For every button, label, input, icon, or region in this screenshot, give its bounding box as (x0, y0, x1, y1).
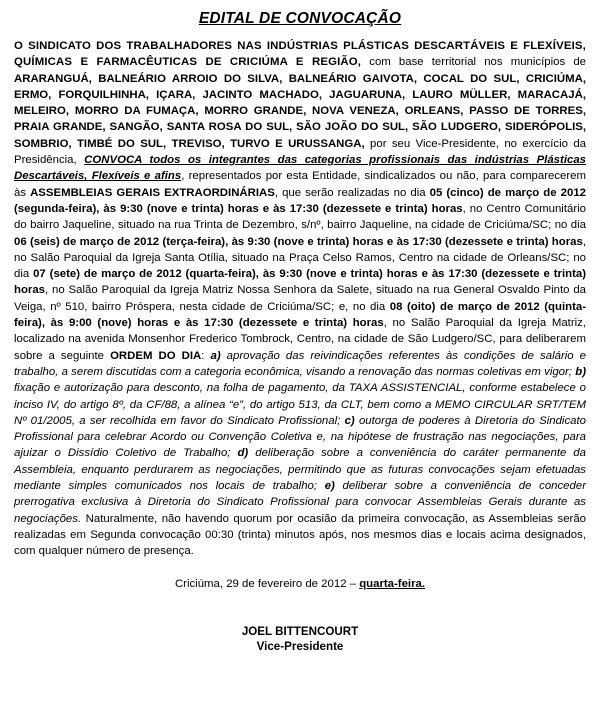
meeting-2-place: , no Salão Paroquial da Igreja Santa Otília, situado na Praça Celso Ramos, Centro na cidade de Orleans/SC; no dia (14, 235, 586, 281)
assembly-name: ASSEMBLEIAS GERAIS EXTRAORDINÁRIAS (30, 186, 275, 199)
quorum-note: Naturalmente, não havendo quorum por ocasião da primeira convocação, as Assembleias serão realizadas em Segunda convocação 00:30 (trinta) minutos após, nos mesmos dias e locais acima designados, com qualquer número de presença. (14, 512, 586, 558)
meeting-4-place: , no Salão Paroquial da Igreja Matriz, localizado na avenida Monsenhor Frederico Tombrock, Centro, na cidade de São Ludgero/SC, para deliberarem sobre a seguinte (14, 317, 587, 362)
agenda-item-b-letter: b) (575, 365, 586, 378)
signature-block (14, 624, 586, 654)
meeting-3-date: 07 (sete) de março de 2012 (quarta-feira), às 9:30 (nove e trinta) horas e às 17:30 (dezessete e trinta) horas (14, 268, 586, 297)
meeting-3-place: , no Salão Paroquial da Igreja Matriz Nossa Senhora da Salete, situado na rua General Osvaldo Pinto da Veiga, nº 510, bairro Próspera, nesta cidade de Criciúma/SC; e, no dia (14, 284, 586, 313)
lead-entity: O SINDICATO DOS TRABALHADORES NAS INDÚSTRIAS PLÁSTICAS DESCARTÁVEIS E FLEXÍVEIS, QUÍMICAS E FARMACÊUTICAS DE CRICIÚMA E REGIÃO, (14, 40, 586, 69)
meeting-1-place: , no Centro Comunitário do bairro Jaqueline, situado na rua Trinta de Dezembro, s/nº, bairro Jaqueline, na cidade de Criciúma/SC; no dia (14, 202, 586, 232)
after-lead-text: com base territorial nos municípios de (361, 56, 587, 69)
agenda-item-c-letter: c) (344, 414, 355, 427)
agenda-item-a-letter: a) (210, 349, 221, 362)
convoca-keyword: CONVOCA (84, 154, 142, 167)
agenda-item-c-text: outorga de poderes à Diretoria do Sindicato Profissional para celebrar Acordo ou Convenção Coletiva e, na hipótese de frustração nas negociações, para ajuizar o Dissídio Coletivo de Trabalho; (14, 414, 586, 460)
after-municipalities-text: por seu Vice-Presidente, no exercício da Presidência, (14, 137, 586, 167)
place-date-prefix: Criciúma, 29 de fevereiro de 2012 – (174, 577, 360, 590)
agenda-colon: : (201, 349, 211, 362)
agenda-item-e-letter: e) (324, 480, 335, 493)
agenda-item-b-text: fixação e autorização para desconto, na folha de pagamento, da TAXA ASSISTENCIAL, conforme estabelece o inciso IV, do artigo 8º, da CF/88, a alínea “e”, do artigo 513, da CLT, bem como a MEMO CIRCULAR SRT/TEM Nº 01/2005, a ser recolhida em favor do Sindicato Profissional; (14, 382, 586, 427)
convoca-rest: todos os integrantes das categorias profissionais das indústrias Plásticas Descartáveis, Flexíveis e afins (14, 154, 586, 183)
page-title: EDITAL DE CONVOCAÇÃO (198, 10, 402, 27)
after-convoca-text: , representados por esta Entidade, sindicalizados ou não, para comparecerem às (14, 170, 586, 199)
document-body (14, 38, 586, 560)
signature-name: JOEL BITTENCOURT (241, 624, 359, 638)
agenda-item-e-text: deliberar sobre a conveniência de conceder prerrogativa exclusiva à Diretoria do Sindicato Profissional para convocar Assembleias Gerais durante as negociações. (14, 480, 586, 525)
place-and-date (14, 578, 586, 590)
agenda-item-d-text: deliberação sobre a conveniência do caráter permanente da Assembleia, enquanto perdurarem as negociações, permitindo que as futuras convocações sejam efetuadas mediante simples comunicados nos locais de trabalho; (14, 447, 586, 493)
agenda-item-d-letter: d) (237, 447, 249, 460)
meeting-2-date: 06 (seis) de março de 2012 (terça-feira), às 9:30 (nove e trinta) horas e às 17:30 (dezessete e trinta) horas (14, 235, 583, 248)
meeting-4-date: 08 (oito) de março de 2012 (quinta-feira), às 9:00 (nove) horas e às 17:30 (dezessete e trinta) horas (14, 300, 586, 330)
agenda-item-a-text: aprovação das reivindicações referentes às condições de salário e trabalho, a serem discutidas com a categoria econômica, visando a renovação das normas coletivas em vigor; (14, 349, 586, 378)
municipalities-list: ARARANGUÁ, BALNEÁRIO ARROIO DO SILVA, BALNEÁRIO GAIVOTA, COCAL DO SUL, CRICIÚMA, ERMO, FORQUILHINHA, IÇARA, JACINTO MACHADO, JAGUARUNA, LAURO MÜLLER, MARACAJÁ, MELEIRO, MORRO DA FUMAÇA, MORRO GRANDE, NOVA VENEZA, ORLEANS, PASSO DE TORRES, PRAIA GRANDE, SANGÃO, SANTA ROSA DO SUL, SÃO JOÃO DO SUL, SÃO LUDGERO, SIDERÓPOLIS, SOMBRIO, TIMBÉ DO SUL, TREVISO, TURVO E URUSSANGA, (14, 72, 586, 150)
agenda-label: ORDEM DO DIA (110, 349, 202, 362)
meeting-1-date: 05 (cinco) de março de 2012 (segunda-feira), às 9:30 (nove e trinta) horas e às 17:30 (dezessete e trinta) horas (14, 186, 586, 215)
place-date-weekday: quarta-feira. (359, 577, 426, 590)
after-assembly-text: , que serão realizadas no dia (274, 186, 430, 199)
signature-role: Vice-Presidente (256, 639, 344, 653)
